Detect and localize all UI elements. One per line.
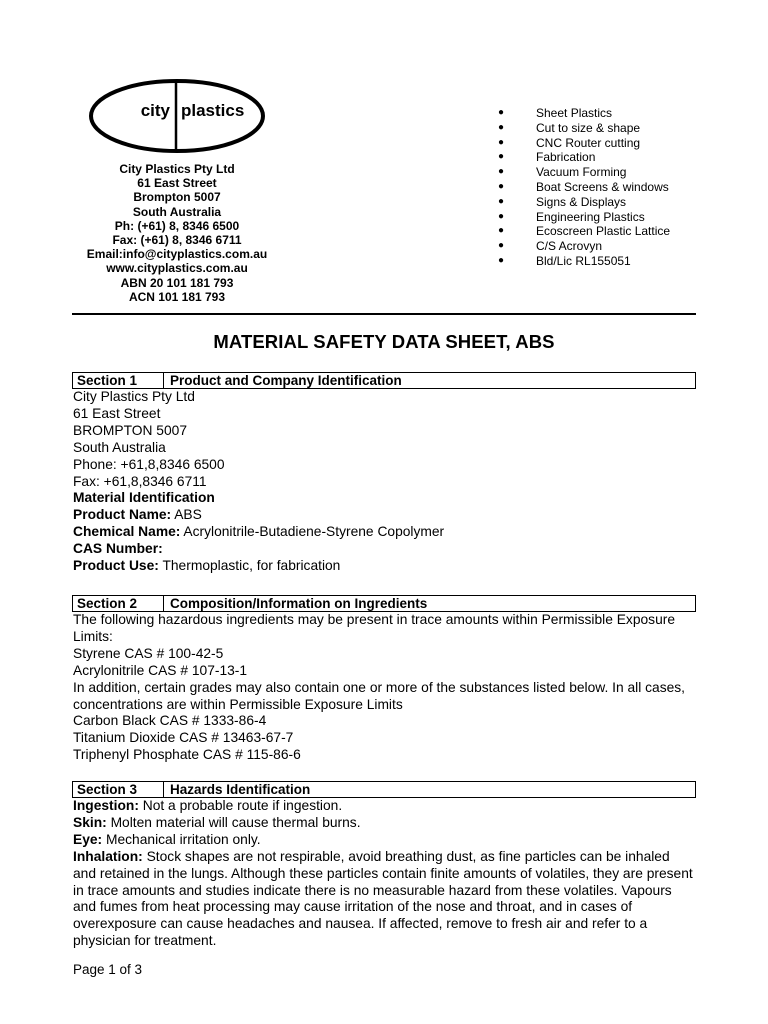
eye-row — [73, 832, 696, 849]
logo-word-right: plastics — [181, 101, 245, 120]
address-line: Fax: +61,8,8346 6711 — [73, 473, 207, 489]
address-line: South Australia — [73, 439, 166, 455]
section-2 — [72, 595, 696, 764]
bullet-icon: ● — [498, 240, 505, 252]
bullet-icon: ● — [498, 225, 505, 237]
section-header — [72, 781, 696, 798]
bullet-icon: ● — [498, 121, 505, 133]
section-title: Hazards Identification — [170, 782, 311, 797]
field-label: Product Use: — [73, 558, 159, 574]
address-line: Phone: +61,8,8346 6500 — [73, 456, 225, 472]
ingredient-line: Titanium Dioxide CAS # 13463-67-7 — [73, 730, 294, 746]
service-label: Boat Screens & windows — [536, 179, 669, 194]
address-line: 61 East Street — [73, 405, 161, 421]
bullet-icon: ● — [498, 195, 505, 207]
service-label: Signs & Displays — [536, 194, 627, 209]
address-line: City Plastics Pty Ltd — [73, 389, 195, 404]
service-label: C/S Acrovyn — [536, 239, 603, 254]
list-item — [498, 254, 718, 269]
list-item — [498, 150, 718, 165]
bullet-icon: ● — [498, 136, 505, 148]
company-suburb: Brompton 5007 — [133, 190, 221, 205]
service-label: Sheet Plastics — [536, 106, 613, 120]
section-number: Section 2 — [73, 596, 164, 611]
section-header — [72, 372, 696, 389]
ingestion-row — [73, 798, 696, 815]
field-label: CAS Number: — [73, 541, 163, 557]
list-item — [498, 239, 718, 254]
list-item — [498, 224, 718, 239]
section-1 — [72, 372, 696, 575]
cas-number-row — [73, 541, 696, 558]
paragraph: In addition, certain grades may also contain one or more of the substances listed below. In all cases, concentrations are within Permissible Exposure Limits — [73, 679, 686, 712]
list-item — [498, 180, 718, 195]
service-label: Ecoscreen Plastic Lattice — [536, 224, 671, 239]
field-label: Chemical Name: — [73, 524, 181, 540]
service-label: Engineering Plastics — [536, 209, 645, 224]
service-label: Bld/Lic RL155051 — [536, 253, 631, 268]
services-list — [498, 106, 718, 269]
ingredient-line: Acrylonitrile CAS # 107-13-1 — [73, 662, 248, 678]
company-acn: ACN 101 181 793 — [128, 289, 226, 304]
company-phone: Ph: (+61) 8, 8346 6500 — [114, 218, 240, 233]
list-item — [498, 106, 718, 121]
service-label: CNC Router cutting — [536, 135, 641, 150]
field-value: Stock shapes are not respirable, avoid breathing dust, as fine particles can be inhaled and retained in the lungs. Although these particles contain finite amounts of volatiles, they are present in trace amounts and studies indicate there is no measurable hazard from these volatiles. Vapours and fumes from heat processing may cause irritation of the nose and throat, and in cases of overexposure can cause headaches and nausea. If affected, remove to fresh air and refer to a physician for treatment. — [73, 848, 693, 949]
section-3 — [72, 781, 696, 950]
section-header — [72, 595, 696, 612]
field-value: Not a probable route if ingestion. — [138, 798, 343, 813]
field-label: Inhalation: — [73, 848, 143, 864]
field-value: ABS — [171, 507, 202, 523]
page-number: Page 1 of 3 — [73, 962, 143, 977]
company-street: 61 East Street — [137, 176, 217, 191]
company-abn: ABN 20 101 181 793 — [120, 275, 234, 290]
bullet-icon: ● — [498, 210, 505, 222]
section-body — [72, 612, 696, 764]
document-title: MATERIAL SAFETY DATA SHEET, ABS — [213, 331, 555, 352]
company-contact-block — [68, 162, 286, 304]
header-divider — [72, 313, 696, 315]
inhalation-paragraph — [73, 849, 695, 950]
field-label: Ingestion: — [73, 798, 139, 813]
logo-word-left: city — [140, 101, 170, 120]
paragraph: The following hazardous ingredients may be present in trace amounts within Permissible Exposure Limits: — [73, 612, 676, 644]
field-label: Eye: — [73, 831, 103, 847]
product-use-row — [73, 558, 696, 575]
list-item — [498, 136, 718, 151]
list-item — [498, 121, 718, 136]
company-name: City Plastics Pty Ltd — [119, 162, 235, 176]
material-identification-heading: Material Identification — [73, 490, 215, 506]
product-name-row — [73, 507, 696, 524]
list-item — [498, 210, 718, 225]
field-value: Acrylonitrile-Butadiene-Styrene Copolymer — [180, 524, 445, 540]
city-plastics-logo — [88, 78, 266, 154]
ingredient-line: Carbon Black CAS # 1333-86-4 — [73, 713, 267, 729]
section-title: Product and Company Identification — [170, 373, 402, 388]
field-label: Product Name: — [73, 507, 172, 523]
bullet-icon: ● — [498, 254, 505, 266]
section-number: Section 3 — [73, 782, 164, 797]
field-label: Skin: — [73, 814, 107, 830]
bullet-icon: ● — [498, 166, 505, 178]
section-title: Composition/Information on Ingredients — [170, 596, 428, 611]
company-email: Email:info@cityplastics.com.au — [86, 247, 268, 262]
service-label: Vacuum Forming — [536, 165, 627, 180]
field-value: Molten material will cause thermal burns. — [106, 814, 361, 830]
skin-row — [73, 815, 696, 832]
bullet-icon: ● — [498, 151, 505, 163]
ingredient-line: Triphenyl Phosphate CAS # 115-86-6 — [73, 747, 301, 763]
company-website: www.cityplastics.com.au — [106, 261, 248, 276]
field-value: Thermoplastic, for fabrication — [158, 558, 341, 574]
company-fax: Fax: (+61) 8, 8346 6711 — [112, 233, 242, 248]
service-label: Cut to size & shape — [536, 120, 641, 135]
bullet-icon: ● — [498, 180, 505, 192]
section-number: Section 1 — [73, 373, 164, 388]
bullet-icon: ● — [498, 107, 505, 118]
address-line: BROMPTON 5007 — [73, 422, 187, 438]
list-item — [498, 165, 718, 180]
list-item — [498, 195, 718, 210]
company-state: South Australia — [132, 204, 222, 219]
field-value: Mechanical irritation only. — [102, 831, 261, 847]
chemical-name-row — [73, 524, 696, 541]
service-label: Fabrication — [536, 150, 596, 165]
ingredient-line: Styrene CAS # 100-42-5 — [73, 645, 224, 661]
section-body — [72, 798, 696, 950]
section-body — [72, 389, 696, 575]
